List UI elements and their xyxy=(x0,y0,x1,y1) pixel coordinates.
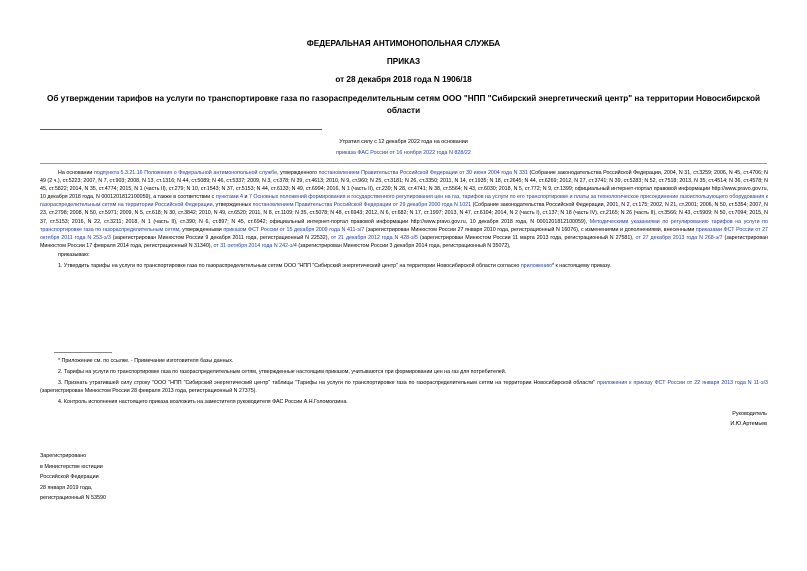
signer-name: И.Ю.Артемьев xyxy=(730,421,767,427)
registration-line: Зарегистрировано xyxy=(40,453,87,459)
doc-link[interactable]: пунктами 4 xyxy=(215,194,243,201)
order-word: приказываю: xyxy=(58,251,90,258)
divider xyxy=(40,163,767,164)
text: (Собрание законодательства Российской Федерации, 2004, N 31, ст.3259; 2006, N 45, ст.4706; N 49 (2 ч.), ст.5223; 2007, N 7, ст.903; 2008, N 13, ст.1316; N 44, ст.5089; N 46, ст.5337; 2009, N 3, ст.378; N 39, ст.4613; 2010, N 9, ст.960; N 25, ст.3181; N 26, ст.3350; 2011, N 14, ст.1935; N 18, ст.2645; N 44, ст.6269; 2012, N 27, ст.3741; N 39, ст.5283; N 52, ст.7518; 2013, N 35, ст.4514; N 36, ст.4578; N 45, ст.5822; 2014, N 35, ст.4774; 2015, N 1 (часть II), ст.279; N 10, ст.1543; N 37, ст.5153; N 44, ст.6133; N 49, ст.6994; 2016, N 1 (часть II), ст.239; N 28, ст.4741; N 38, ст.5564; N 43, ст.6030; 2018, N 5, ст.772; N 9, ст.1399; официальный интернет-портал правовой информации http://www.pravo.gov.ru, 10 декабря 2018 года, N 0001201812100059), а также в соответствии с xyxy=(40,170,768,201)
registration-line: 28 января 2019 года, xyxy=(40,484,93,491)
footnote-divider xyxy=(54,352,112,353)
page-title: Об утверждении тарифов на услуги по транспортировке газа по газораспределительным сетям ООО "НПП "Сибирский энергетический центр" на территории Новосибирской области xyxy=(46,94,761,115)
divider xyxy=(40,129,322,130)
item-3 xyxy=(40,379,768,395)
doc-link[interactable]: постановлением Правительства Российской Федерации от 30 июня 2004 года N 331 xyxy=(318,170,528,176)
text: , утвержденными xyxy=(179,226,224,233)
registration-block xyxy=(40,451,106,504)
preamble xyxy=(40,169,768,270)
doc-link[interactable]: от 31 октября 2014 года N 242-э/4 xyxy=(213,242,297,249)
doc-link[interactable]: приложения к приказу ФСТ России от 22 января 2013 года N 11-э/3 xyxy=(597,380,768,387)
doc-link[interactable]: приказами ФСТ России от 27 октября 2011 года N 253-э/3 xyxy=(40,226,768,241)
item-2: 2. Тарифы на услуги по транспортировке газа по газораспределительным сетям, утвержденные настоящим приказом, учитываются при формировании цен на газ для потребителей. xyxy=(58,369,507,376)
text: (Собрание законодательства Российской Федерации, 2001, N 2, ст.175; 2002, N 21, ст.2001; 2006, N 50, ст.5354; 2007, N 23, ст.2798; 2008, N 50, ст.5971; 2009, N 5, ст.618; N 30, ст.3842; 2010, N 49, ст.6520; 2011, N 8, ст.1109; N 35, ст.5078; N 48, ст.6943; 2012, N 6, ст.682; N 17, ст.1997; 2013, N 47, ст.6104; 2014, N 2 (часть I), ст.137; N 18 (часть IV), ст.2165; N 26 (часть II), ст.3566; N 43, ст.5909; N 50, ст.7094; 2015, N 37, ст.5153; 2016, N 22, ст.3211; 2018, N 1 (часть II), ст.390; N 6, ст.897; N 45, ст.6942; официальный интернет-портал правовой информации http://www.pravo.gov.ru, 10 декабря 2018 года, N 0001201812100059), xyxy=(40,202,768,225)
doc-link[interactable]: постановлением Правительства Российской Федерации от 29 декабря 2000 года N 1021 xyxy=(252,202,472,209)
signer-role: Руководитель xyxy=(732,411,767,417)
registration-line: в Министерстве юстиции xyxy=(40,463,103,470)
text: и xyxy=(243,194,249,201)
doc-link[interactable]: от 21 декабря 2012 года N 428-э/5 xyxy=(330,234,418,241)
text: (зарегистрирован Минюстом России 27 января 2010 года, регистрационный N 16076), с изменениями и дополнениями, внесенными xyxy=(364,226,696,233)
doc-link[interactable]: 7 Основных положений формирования и государственного регулирования цен на газ, тарифов на услуги по его транспортировке и платы за технологическое присоединение газоиспользующего оборудования к газораспределительным сетям на территории Российской Федерации xyxy=(40,194,768,209)
repeal-link[interactable]: приказа ФАС России от 16 ноября 2022 года N 828/22 xyxy=(336,150,471,156)
registration-line: Российской Федерации xyxy=(40,474,99,480)
item-1 xyxy=(40,262,768,270)
text: 3. Признать утратившей силу строку "ООО "НПП "Сибирский энергетический центр" таблицы "Тарифы на услуги по транспортировке газа по газораспределительным сетям на территории Новосибирской области" xyxy=(58,380,598,387)
registration-line: регистрационный N 53590 xyxy=(40,495,106,501)
doc-link[interactable]: от 27 декабря 2013 года N 268-э/7 xyxy=(635,234,723,241)
text: (зарегистрирован Минюстом России 28 февраля 2013 года, регистрационный N 27375). xyxy=(40,388,257,395)
doc-link[interactable]: Методическими указаниями по регулированию тарифов на услуги по транспортировке газа по газораспределительным сетям xyxy=(40,218,768,233)
signature xyxy=(730,409,767,429)
status-note: Утратил силу с 12 декабря 2022 года на основании xyxy=(339,139,468,145)
doc-date-number: от 28 декабря 2018 года N 1906/18 xyxy=(335,75,472,84)
items-block xyxy=(40,357,768,406)
text: * к настоящему приказу. xyxy=(551,263,612,270)
doc-link[interactable]: приказом ФСТ России от 15 декабря 2009 года N 411-э/7 xyxy=(223,226,365,233)
status-link-row xyxy=(0,150,807,156)
text: 1. Утвердить тарифы на услуги по транспортировке газа по газораспределительным сетям ООО "НПП "Сибирский энергетический центр" на территории Новосибирской области согласно xyxy=(58,263,521,270)
text: (зарегистрирован Минюстом России 11 марта 2013 года, регистрационный N 27581), xyxy=(417,234,636,241)
text: (зарегистрирован Минюстом России 9 декабря 2011 года, регистрационный N 22532), xyxy=(110,234,331,241)
text: (зарегистрирован Минюстом России 3 декабря 2014 года, регистрационный N 35072), xyxy=(296,242,511,249)
text: , утвержденных xyxy=(212,202,253,209)
text: , утвержденного xyxy=(277,170,319,176)
footnote: * Приложение см. по ссылке. - Примечание изготовителя базы данных. xyxy=(58,358,234,364)
doc-type: ПРИКАЗ xyxy=(386,57,421,66)
appendix-link[interactable]: приложению xyxy=(520,263,552,270)
text: (зарегистрирован Минюстом России 17 февраля 2014 года, регистрационный N 31340), xyxy=(40,234,768,249)
text: На основании xyxy=(58,170,94,176)
org-name: ФЕДЕРАЛЬНАЯ АНТИМОНОПОЛЬНАЯ СЛУЖБА xyxy=(306,39,501,48)
item-4: 4. Контроль исполнения настоящего приказа возложить на заместителя руководителя ФАС России А.Н.Голомолзина. xyxy=(58,399,348,406)
doc-link[interactable]: подпункта 5.3.21.16 Положения о Федеральной антимонопольной службе xyxy=(94,170,278,176)
